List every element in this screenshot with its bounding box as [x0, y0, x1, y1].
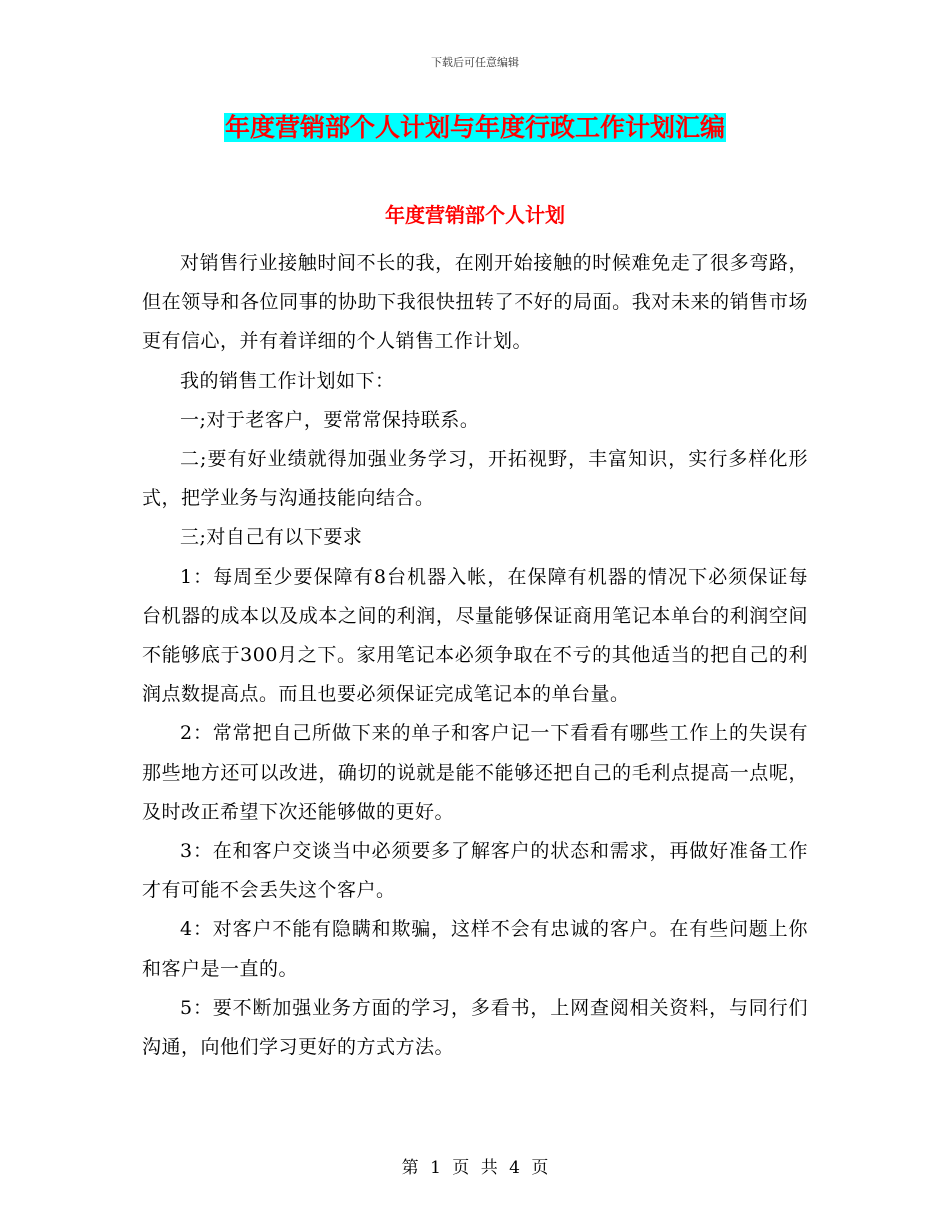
- document-title-text: 年度营销部个人计划与年度行政工作计划汇编: [224, 113, 725, 142]
- paragraph: 对销售行业接触时间不长的我，在刚开始接触的时候难免走了很多弯路，但在领导和各位同事的协助下我很快扭转了不好的局面。我对未来的销售市场更有信心，并有着详细的个人销售工作计划。: [142, 252, 808, 353]
- paragraph: 2：常常把自己所做下来的单子和客户记一下看看有哪些工作上的失误有那些地方还可以改进，确切的说就是能不能够还把自己的毛利点提高一点呢，及时改正希望下次还能够做的更好。: [142, 722, 808, 823]
- section-title: 年度营销部个人计划: [385, 203, 565, 227]
- document-body: [142, 244, 808, 1067]
- paragraph: 三;对自己有以下要求: [180, 526, 363, 549]
- paragraph: 1：每周至少要保障有8台机器入帐，在保障有机器的情况下必须保证每台机器的成本以及成本之间的利润，尽量能够保证商用笔记本单台的利润空间不能够底于300月之下。家用笔记本必须争取在不亏的其他适当的把自己的利润点数提高点。而且也要必须保证完成笔记本的单台量。: [142, 565, 808, 706]
- paragraph: 4：对客户不能有隐瞒和欺骗，这样不会有忠诚的客户。在有些问题上你和客户是一直的。: [142, 918, 808, 980]
- paragraph: 3：在和客户交谈当中必须要多了解客户的状态和需求，再做好准备工作才有可能不会丢失这个客户。: [142, 840, 808, 902]
- paragraph: 二;要有好业绩就得加强业务学习，开拓视野，丰富知识，实行多样化形式，把学业务与沟通技能向结合。: [142, 448, 808, 510]
- header-note: 下载后可任意编辑: [431, 56, 519, 69]
- paragraph: 我的销售工作计划如下：: [180, 369, 395, 392]
- page-footer: 第 1 页 共 4 页: [401, 1158, 549, 1178]
- paragraph: 5：要不断加强业务方面的学习，多看书，上网查阅相关资料，与同行们沟通，向他们学习更好的方式方法。: [142, 996, 808, 1059]
- paragraph: 一;对于老客户，要常常保持联系。: [180, 408, 480, 431]
- document-title: [0, 110, 950, 146]
